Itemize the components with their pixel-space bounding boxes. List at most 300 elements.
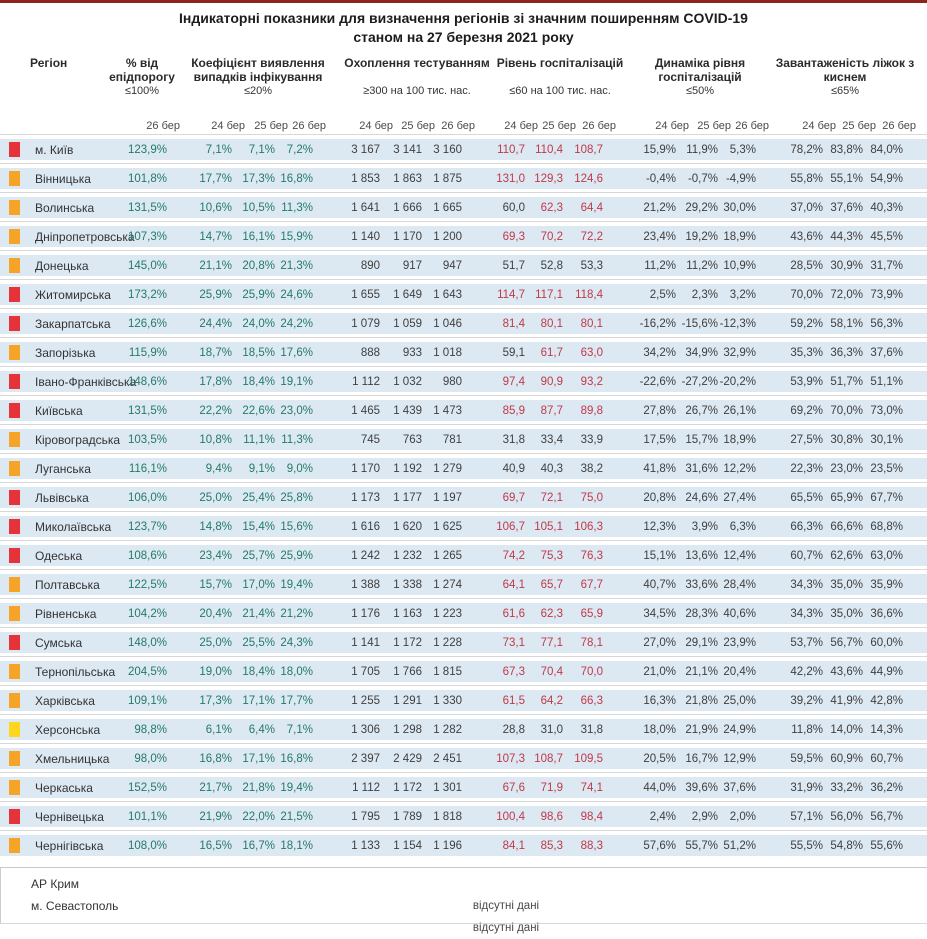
beds-value: 66,6% [830,520,863,533]
no-data-note: відсутні дані [472,900,540,912]
test-value: 1 170 [351,462,380,475]
test-value: 888 [360,346,380,359]
threshold-epid: ≤100% [124,85,160,97]
beds-value: 54,8% [830,839,863,852]
date-label-test: 26 бер [441,120,475,132]
epid-value: 123,9% [127,143,167,156]
dyn-value: 26,1% [723,404,756,417]
coef-value: 19,1% [280,375,313,388]
dyn-value: 39,6% [685,781,718,794]
date-label-dyn: 24 бер [655,120,689,132]
test-value: 1 154 [393,839,422,852]
dyn-value: 2,0% [729,810,756,823]
test-value: 947 [442,259,462,272]
column-header-hospitalization-dynamics: Динаміка рівня госпіталізацій [654,56,746,84]
table-row [0,453,927,482]
status-marker-orange [9,780,20,795]
status-marker-red [9,519,20,534]
test-value: 1 643 [433,288,462,301]
coef-value: 21,9% [199,810,232,823]
dyn-value: 20,5% [643,752,676,765]
hosp-value: 61,7 [540,346,563,359]
coef-value: 21,5% [280,810,313,823]
test-value: 1 641 [351,201,380,214]
beds-value: 65,5% [790,491,823,504]
table-row [0,279,927,308]
coef-value: 9,4% [205,462,232,475]
test-value: 1 232 [393,549,422,562]
coef-value: 16,8% [280,172,313,185]
hosp-value: 80,1 [580,317,603,330]
dyn-value: 18,9% [723,433,756,446]
coef-value: 16,7% [242,839,275,852]
coef-value: 7,1% [286,723,313,736]
hosp-value: 106,7 [496,520,525,533]
test-value: 1 666 [393,201,422,214]
beds-value: 51,1% [870,375,903,388]
beds-value: 56,3% [870,317,903,330]
hosp-value: 52,8 [540,259,563,272]
hosp-value: 62,3 [540,201,563,214]
threshold-dyn: ≤50% [685,85,715,97]
hosp-value: 64,4 [580,201,603,214]
test-value: 745 [360,433,380,446]
coef-value: 15,4% [242,520,275,533]
test-value: 2 429 [393,752,422,765]
coef-value: 22,0% [242,810,275,823]
status-marker-orange [9,432,20,447]
hosp-value: 100,4 [496,810,525,823]
hosp-value: 31,8 [580,723,603,736]
hosp-value: 98,6 [540,810,563,823]
region-name: Житомирська [35,287,111,302]
beds-value: 59,2% [790,317,823,330]
beds-value: 70,0% [830,404,863,417]
hosp-value: 62,3 [540,607,563,620]
hosp-value: 64,2 [540,694,563,707]
hosp-value: 124,6 [574,172,603,185]
table-row [0,308,927,337]
dyn-value: -16,2% [639,317,676,330]
hosp-value: 65,9 [580,607,603,620]
beds-value: 42,2% [790,665,823,678]
hosp-value: 98,4 [580,810,603,823]
hosp-value: 85,3 [540,839,563,852]
beds-value: 37,6% [870,346,903,359]
test-value: 1 172 [393,636,422,649]
coef-value: 15,9% [280,230,313,243]
coef-value: 15,7% [199,578,232,591]
page-title-line1: Індикаторні показники для визначення регіонів зі значним поширенням COVID-19 [179,10,748,26]
test-value: 1 192 [393,462,422,475]
hosp-value: 97,4 [502,375,525,388]
region-name: Одеська [35,548,83,563]
dyn-value: -27,2% [681,375,718,388]
coef-value: 24,6% [280,288,313,301]
region-name: м. Київ [35,142,74,157]
coef-value: 18,0% [280,665,313,678]
test-value: 1 197 [433,491,462,504]
dyn-value: 34,2% [643,346,676,359]
status-marker-red [9,374,20,389]
beds-value: 33,2% [830,781,863,794]
beds-value: 56,7% [830,636,863,649]
test-value: 1 439 [393,404,422,417]
dyn-value: 3,2% [729,288,756,301]
table-row [0,772,927,801]
status-marker-orange [9,258,20,273]
region-name: Кіровоградська [35,432,121,447]
coef-value: 18,1% [280,839,313,852]
region-name: Луганська [35,461,91,476]
beds-value: 53,9% [790,375,823,388]
column-header-testing-coverage: Охоплення тестуванням [344,56,490,70]
coef-value: 21,7% [199,781,232,794]
hosp-value: 84,1 [502,839,525,852]
coef-value: 22,2% [199,404,232,417]
hosp-value: 38,2 [580,462,603,475]
beds-value: 36,6% [870,607,903,620]
dyn-value: 21,2% [643,201,676,214]
status-marker-orange [9,200,20,215]
beds-value: 66,3% [790,520,823,533]
region-name: Полтавська [35,577,100,592]
beds-value: 65,9% [830,491,863,504]
coef-value: 25,5% [242,636,275,649]
hosp-value: 76,3 [580,549,603,562]
table-row [0,656,927,685]
coef-value: 11,3% [281,433,313,446]
region-name: АР Крим [31,877,79,891]
status-marker-orange [9,751,20,766]
coef-value: 10,8% [199,433,232,446]
status-marker-red [9,287,20,302]
region-name: Тернопільська [35,664,116,679]
status-marker-orange [9,693,20,708]
date-label-dyn: 25 бер [697,120,731,132]
dyn-value: -12,3% [719,317,756,330]
coef-value: 10,6% [199,201,232,214]
beds-value: 22,3% [790,462,823,475]
beds-value: 56,0% [830,810,863,823]
beds-value: 84,0% [870,143,903,156]
epid-value: 131,5% [127,404,167,417]
dates-subheader-row [0,120,927,132]
test-value: 1 163 [393,607,422,620]
coef-value: 25,9% [199,288,232,301]
test-value: 1 473 [433,404,462,417]
epid-value: 106,0% [127,491,167,504]
date-label-hosp: 25 бер [542,120,576,132]
hosp-value: 71,9 [540,781,563,794]
dyn-value: 28,4% [723,578,756,591]
test-value: 1 079 [351,317,380,330]
test-value: 1 338 [393,578,422,591]
beds-value: 57,1% [790,810,823,823]
beds-value: 83,8% [830,143,863,156]
dyn-value: 27,0% [643,636,676,649]
coef-value: 22,6% [242,404,275,417]
dyn-value: 2,3% [691,288,718,301]
status-marker-orange [9,838,20,853]
epid-value: 98,8% [134,723,167,736]
table-row [0,569,927,598]
no-data-section [0,867,927,934]
dyn-value: 10,9% [723,259,756,272]
coef-value: 25,8% [280,491,313,504]
no-data-note: відсутні дані [472,922,540,934]
coef-value: 21,8% [242,781,275,794]
beds-value: 36,2% [870,781,903,794]
hosp-value: 80,1 [540,317,563,330]
hosp-value: 110,4 [535,143,563,156]
test-value: 781 [442,433,462,446]
hosp-value: 51,7 [502,259,525,272]
test-value: 1 255 [351,694,380,707]
region-name: Волинська [35,200,95,215]
beds-value: 14,3% [870,723,903,736]
dyn-value: 12,9% [723,752,756,765]
beds-value: 30,8% [830,433,863,446]
region-name: Чернівецька [35,809,104,824]
test-value: 1 032 [393,375,422,388]
hosp-value: 85,9 [502,404,525,417]
test-value: 1 242 [351,549,380,562]
region-name: Хмельницька [35,751,110,766]
epid-value: 148,0% [127,636,167,649]
coef-value: 24,2% [280,317,313,330]
table-row [0,221,927,250]
dyn-value: 15,7% [685,433,718,446]
test-value: 1 018 [433,346,462,359]
hosp-value: 60,0 [502,201,525,214]
coef-value: 25,7% [242,549,275,562]
coef-value: 25,0% [199,491,232,504]
test-value: 1 649 [393,288,422,301]
status-marker-orange [9,577,20,592]
dyn-value: 18,9% [723,230,756,243]
coef-value: 25,0% [199,636,232,649]
dyn-value: -22,6% [639,375,676,388]
dyn-value: 21,0% [643,665,676,678]
hosp-value: 69,3 [502,230,525,243]
epid-value: 108,0% [127,839,167,852]
dyn-value: 40,7% [643,578,676,591]
epid-value: 103,5% [127,433,167,446]
beds-value: 30,1% [870,433,903,446]
hosp-value: 67,6 [502,781,525,794]
coef-value: 17,7% [280,694,313,707]
hosp-value: 66,3 [580,694,603,707]
coef-value: 21,3% [280,259,313,272]
dyn-value: 21,9% [685,723,718,736]
beds-value: 73,9% [870,288,903,301]
hosp-value: 110,7 [497,143,525,156]
hosp-value: 53,3 [580,259,603,272]
page-title-line2: станом на 27 березня 2021 року [353,29,574,45]
dyn-value: -15,6% [681,317,718,330]
region-name: Вінницька [35,171,91,186]
threshold-test: ≥300 на 100 тис. нас. [363,85,471,97]
beds-value: 54,9% [870,172,903,185]
test-value: 1 170 [393,230,422,243]
test-value: 1 223 [433,607,462,620]
coef-value: 9,0% [286,462,313,475]
hosp-value: 70,4 [540,665,563,678]
coef-value: 20,4% [199,607,232,620]
test-value: 1 173 [351,491,380,504]
date-label-coef: 26 бер [292,120,326,132]
beds-value: 37,6% [830,201,863,214]
test-value: 1 301 [433,781,462,794]
test-value: 1 625 [433,520,462,533]
table-header [0,54,927,134]
dyn-value: 55,7% [685,839,718,852]
coef-value: 16,8% [199,752,232,765]
dyn-value: 20,8% [643,491,676,504]
hosp-value: 107,3 [496,752,525,765]
dyn-value: 24,9% [723,723,756,736]
hosp-value: 114,7 [497,288,525,301]
status-marker-yellow [9,722,20,737]
beds-value: 40,3% [870,201,903,214]
coef-value: 19,4% [280,781,313,794]
test-value: 1 620 [393,520,422,533]
coef-value: 17,6% [280,346,313,359]
hosp-value: 88,3 [580,839,603,852]
hosp-value: 75,0 [580,491,603,504]
beds-value: 60,9% [830,752,863,765]
dyn-value: 6,3% [729,520,756,533]
beds-value: 34,3% [790,578,823,591]
status-marker-red [9,809,20,824]
dyn-value: 29,1% [685,636,718,649]
coef-value: 7,1% [205,143,232,156]
region-name: Закарпатська [35,316,111,331]
table-row [0,540,927,569]
region-name: м. Севастополь [31,899,119,913]
dyn-value: 12,4% [723,549,756,562]
table-row [0,801,927,830]
coef-value: 16,8% [280,752,313,765]
date-label-beds: 26 бер [882,120,916,132]
dyn-value: -4,9% [725,172,756,185]
beds-value: 43,6% [830,665,863,678]
beds-value: 31,9% [790,781,823,794]
epid-value: 126,6% [127,317,167,330]
dyn-value: 13,6% [685,549,718,562]
dyn-value: 3,9% [691,520,718,533]
hosp-value: 67,7 [580,578,603,591]
hosp-value: 87,7 [540,404,563,417]
hosp-value: 129,3 [534,172,563,185]
dyn-value: 18,0% [643,723,676,736]
hosp-value: 117,1 [535,288,563,301]
coef-value: 10,5% [242,201,275,214]
test-value: 980 [442,375,462,388]
hosp-value: 89,8 [580,404,603,417]
threshold-coef: ≤20% [243,85,273,97]
hosp-value: 72,1 [540,491,563,504]
test-value: 1 141 [351,636,380,649]
beds-value: 36,3% [830,346,863,359]
dyn-value: 37,6% [723,781,756,794]
table-row [0,743,927,772]
region-name: Чернігівська [35,838,104,853]
test-value: 3 167 [351,143,380,156]
dyn-value: 25,0% [723,694,756,707]
hosp-value: 65,7 [540,578,563,591]
dyn-value: 33,6% [685,578,718,591]
beds-value: 59,5% [790,752,823,765]
test-value: 1 228 [433,636,462,649]
beds-value: 55,5% [790,839,823,852]
test-value: 1 112 [352,781,380,794]
column-header-oxygen-beds-occupancy: Завантаженість ліжок з киснем [775,56,915,84]
epid-value: 204,5% [127,665,167,678]
region-name: Запорізька [35,345,96,360]
hosp-value: 70,2 [540,230,563,243]
status-marker-red [9,403,20,418]
hosp-value: 74,1 [580,781,603,794]
beds-value: 67,7% [870,491,903,504]
date-label-test: 25 бер [401,120,435,132]
coef-value: 20,8% [242,259,275,272]
hosp-value: 90,9 [540,375,563,388]
date-label-epid: 26 бер [146,120,180,132]
beds-value: 28,5% [790,259,823,272]
beds-value: 27,5% [790,433,823,446]
dyn-value: 5,3% [729,143,756,156]
dyn-value: 17,5% [643,433,676,446]
beds-value: 45,5% [870,230,903,243]
beds-value: 62,6% [830,549,863,562]
hosp-value: 131,0 [496,172,525,185]
dyn-value: 32,9% [723,346,756,359]
test-value: 2 451 [433,752,462,765]
hosp-value: 40,9 [502,462,525,475]
test-value: 1 863 [393,172,422,185]
dyn-value: 27,4% [723,491,756,504]
dyn-value: 34,9% [685,346,718,359]
hosp-value: 73,1 [502,636,525,649]
epid-value: 173,2% [127,288,167,301]
hosp-value: 106,3 [574,520,603,533]
dyn-value: 16,7% [685,752,718,765]
beds-value: 73,0% [870,404,903,417]
test-value: 1 046 [433,317,462,330]
region-name: Сумська [35,635,83,650]
beds-value: 70,0% [790,288,823,301]
dyn-value: 44,0% [643,781,676,794]
hosp-value: 93,2 [580,375,603,388]
dyn-value: 11,9% [686,143,718,156]
test-value: 1 815 [433,665,462,678]
beds-value: 35,0% [830,607,863,620]
dyn-value: 23,4% [643,230,676,243]
beds-value: 68,8% [870,520,903,533]
test-value: 1 265 [433,549,462,562]
beds-value: 37,0% [790,201,823,214]
coef-value: 9,1% [248,462,275,475]
coef-value: 21,2% [280,607,313,620]
dyn-value: 51,2% [723,839,756,852]
beds-value: 72,0% [830,288,863,301]
hosp-value: 70,0 [580,665,603,678]
status-marker-red [9,316,20,331]
dyn-value: -20,2% [719,375,756,388]
test-value: 1 112 [352,375,380,388]
